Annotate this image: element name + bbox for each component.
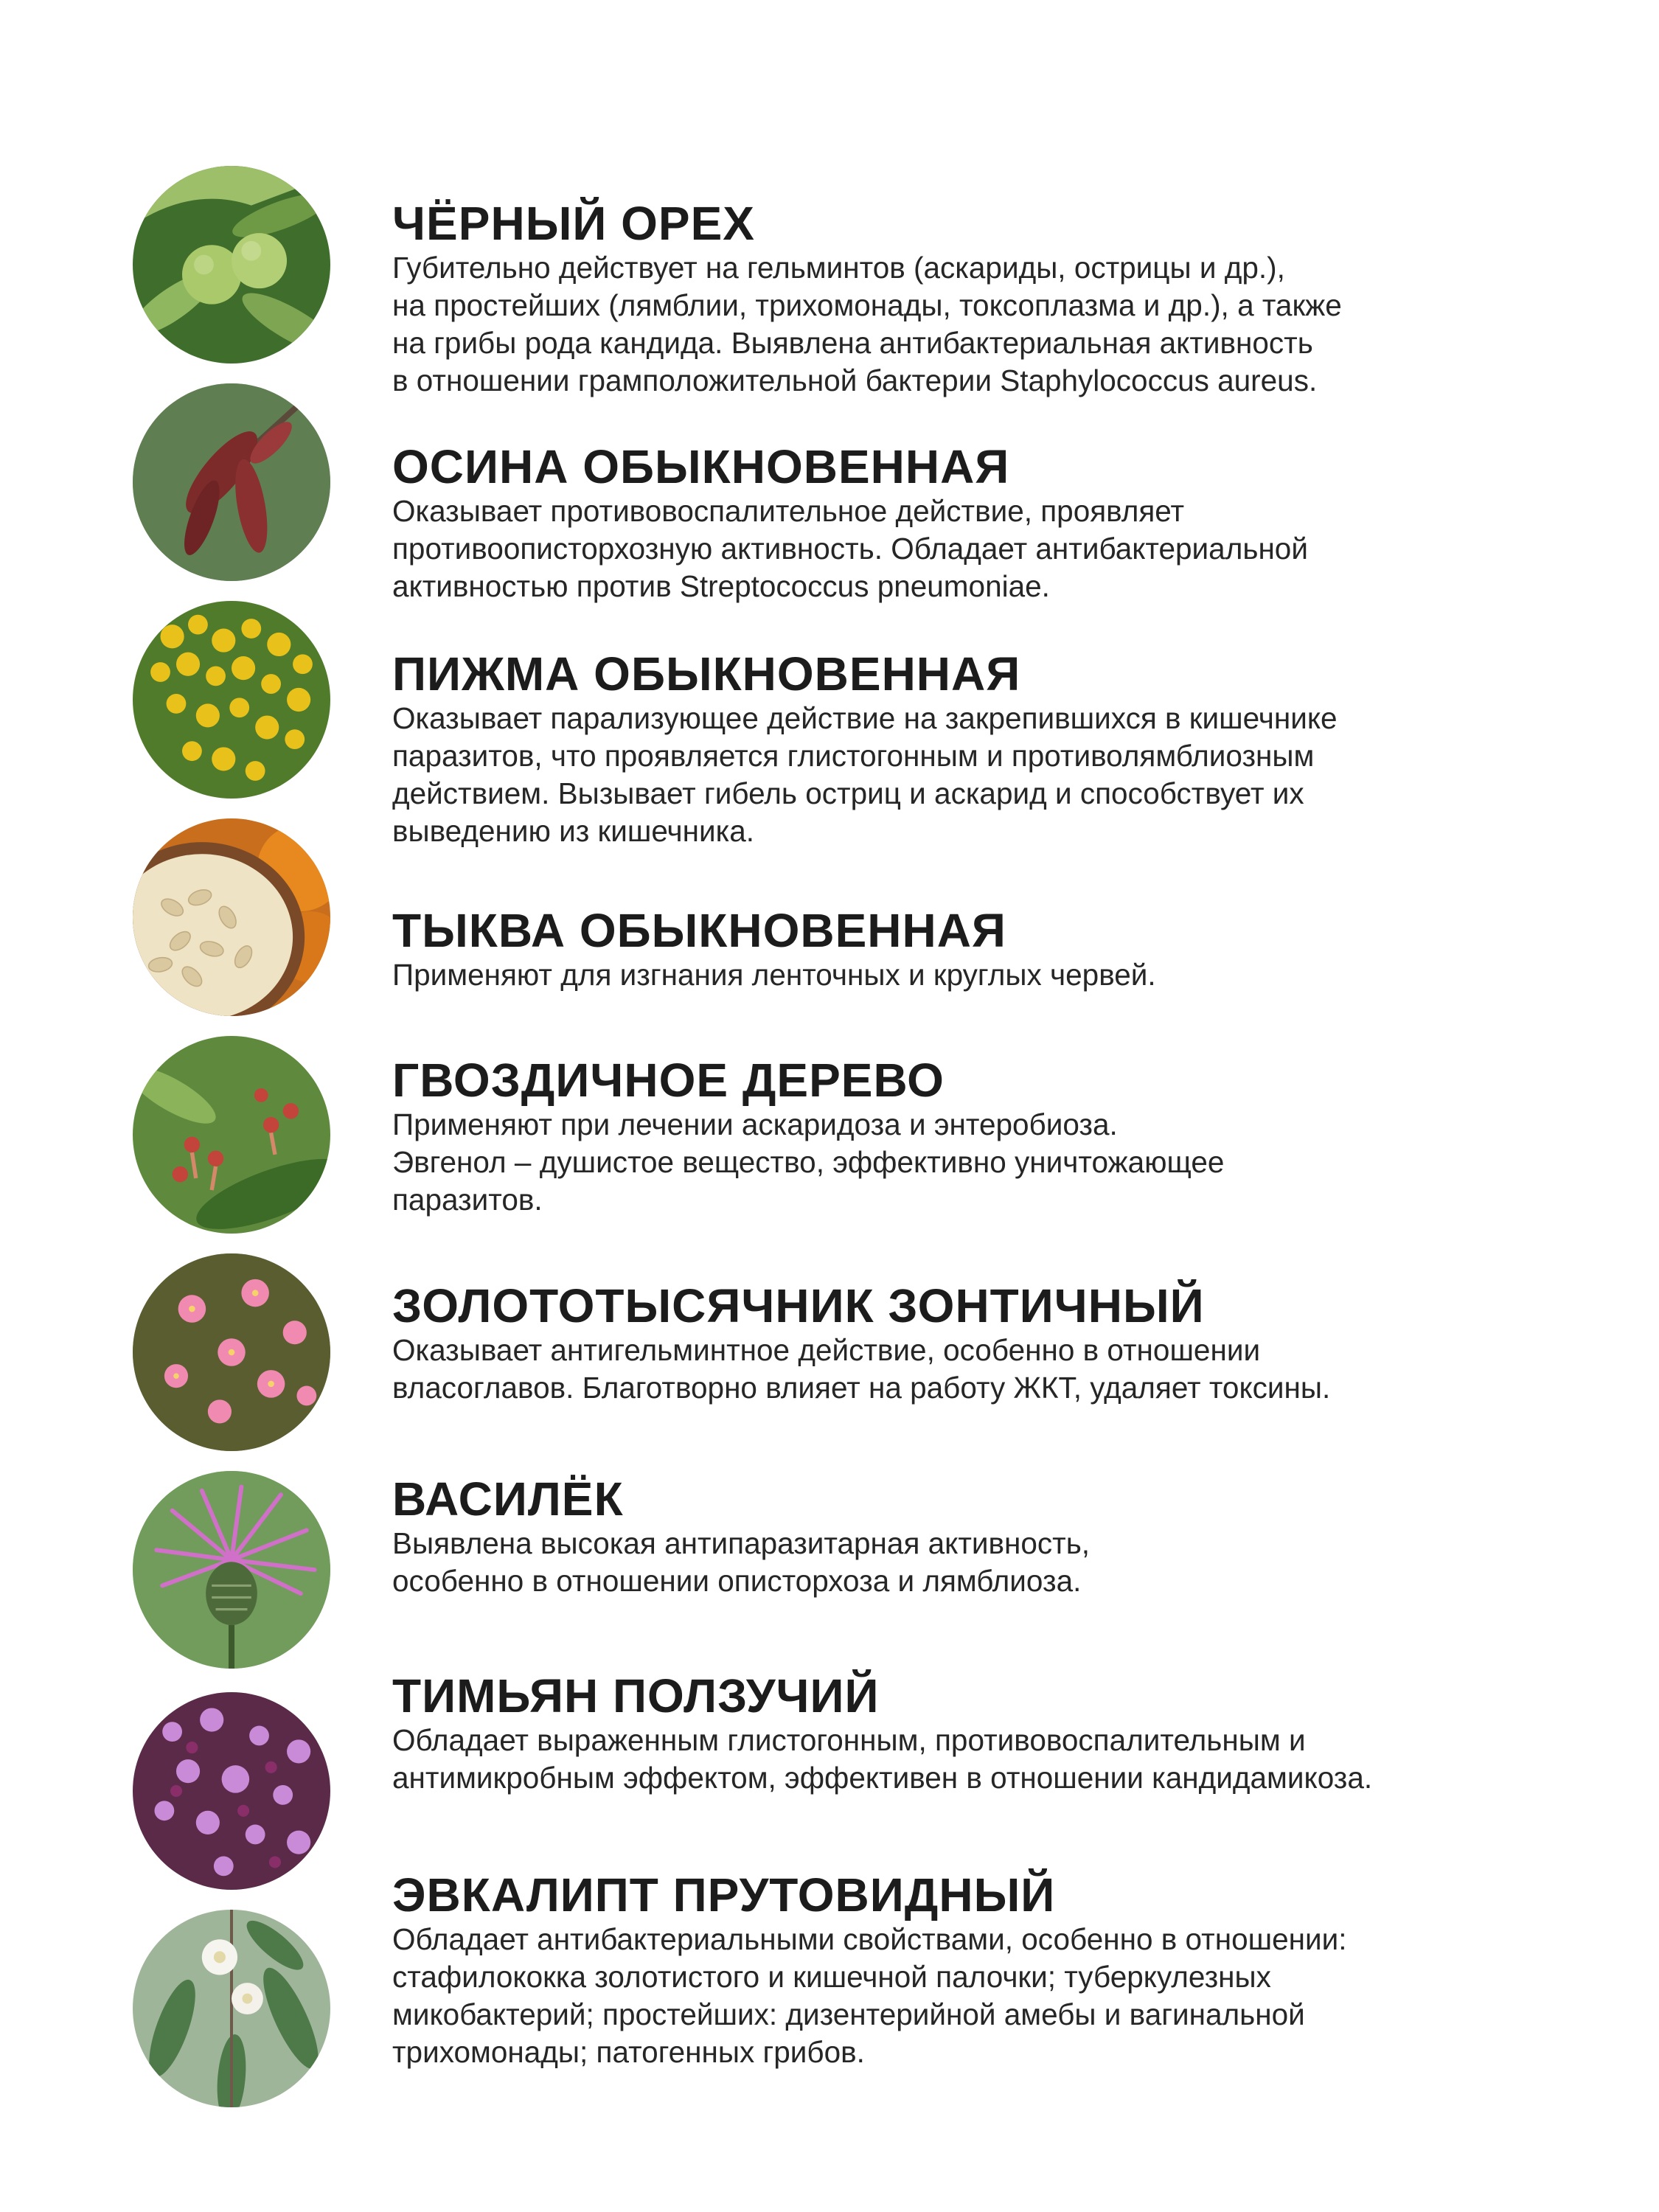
plant-title: ТЫКВА ОБЫКНОВЕННАЯ <box>392 904 1006 957</box>
plant-title: ГВОЗДИЧНОЕ ДЕРЕВО <box>392 1054 945 1107</box>
plant-description <box>392 249 1543 400</box>
description-line: Оказывает антигельминтное действие, особенно в отношении <box>392 1333 1261 1367</box>
description-line: Обладает антибактериальными свойствами, особенно в отношении: <box>392 1922 1347 1956</box>
description-line: выведению из кишечника. <box>392 814 755 848</box>
plant-description <box>392 956 1543 994</box>
pumpkin-seeds-image <box>133 818 330 1016</box>
description-line: на простейших (лямблии, трихомонады, токсоплазма и др.), а также <box>392 288 1342 322</box>
plant-title: ТИМЬЯН ПОЛЗУЧИЙ <box>392 1669 880 1722</box>
plant-title: ЧЁРНЫЙ ОРЕХ <box>392 197 755 250</box>
plant-title: ЗОЛОТОТЫСЯЧНИК ЗОНТИЧНЫЙ <box>392 1279 1205 1332</box>
plant-title: ОСИНА ОБЫКНОВЕННАЯ <box>392 440 1010 493</box>
description-line: стафилококка золотистого и кишечной палочки; туберкулезных <box>392 1960 1271 1994</box>
description-line: действием. Вызывает гибель остриц и аскарид и способствует их <box>392 776 1304 810</box>
description-line: Оказывает противовоспалительное действие, проявляет <box>392 494 1185 528</box>
description-line: Применяют для изгнания ленточных и круглых червей. <box>392 958 1156 992</box>
thyme-flowers-image <box>133 1692 330 1890</box>
plant-title: ВАСИЛЁК <box>392 1472 624 1526</box>
plant-description <box>392 700 1543 850</box>
plant-description <box>392 1106 1543 1219</box>
plant-title: ЭВКАЛИПТ ПРУТОВИДНЫЙ <box>392 1868 1056 1921</box>
plant-description <box>392 1525 1543 1600</box>
description-line: противоописторхозную активность. Обладает антибактериальной <box>392 532 1308 566</box>
description-line: микобактерий; простейших: дизентерийной амебы и вагинальной <box>392 1997 1305 2031</box>
description-line: в отношении грамположительной бактерии Staphylococcus aureus. <box>392 364 1318 397</box>
plant-title: ПИЖМА ОБЫКНОВЕННАЯ <box>392 647 1021 700</box>
description-line: паразитов, что проявляется глистогонным и противолямблиозным <box>392 739 1315 773</box>
plant-description <box>392 1332 1543 1407</box>
description-line: Губительно действует на гельминтов (аскариды, острицы и др.), <box>392 251 1285 285</box>
description-line: паразитов. <box>392 1183 543 1217</box>
description-line: Обладает выраженным глистогонным, противовоспалительным и <box>392 1723 1306 1757</box>
description-line: Оказывает парализующее действие на закрепившихся в кишечнике <box>392 701 1338 735</box>
tansy-flowers-image <box>133 601 330 799</box>
clove-buds-image <box>133 1036 330 1234</box>
description-line: Применяют при лечении аскаридоза и энтеробиоза. <box>392 1107 1118 1141</box>
aspen-catkins-image <box>133 383 330 581</box>
plant-description <box>392 1921 1543 2071</box>
description-line: антимикробным эффектом, эффективен в отношении кандидамикоза. <box>392 1761 1373 1795</box>
description-line: Эвгенол – душистое вещество, эффективно уничтожающее <box>392 1145 1225 1179</box>
description-line: трихомонады; патогенных грибов. <box>392 2035 865 2069</box>
centaury-flowers-image <box>133 1253 330 1451</box>
knapweed-flower-image <box>133 1471 330 1669</box>
description-line: Выявлена высокая антипаразитарная активность, <box>392 1526 1091 1560</box>
description-line: власоглавов. Благотворно влияет на работу ЖКТ, удаляет токсины. <box>392 1371 1331 1405</box>
description-line: на грибы рода кандида. Выявлена антибактериальная активность <box>392 326 1313 360</box>
plant-description <box>392 1722 1543 1797</box>
description-line: особенно в отношении описторхоза и лямблиоза. <box>392 1564 1082 1598</box>
eucalyptus-image <box>133 1910 330 2107</box>
description-line: активностью против Streptococcus pneumoniae. <box>392 569 1050 603</box>
plant-description <box>392 493 1543 605</box>
black-walnut-image <box>133 166 330 364</box>
